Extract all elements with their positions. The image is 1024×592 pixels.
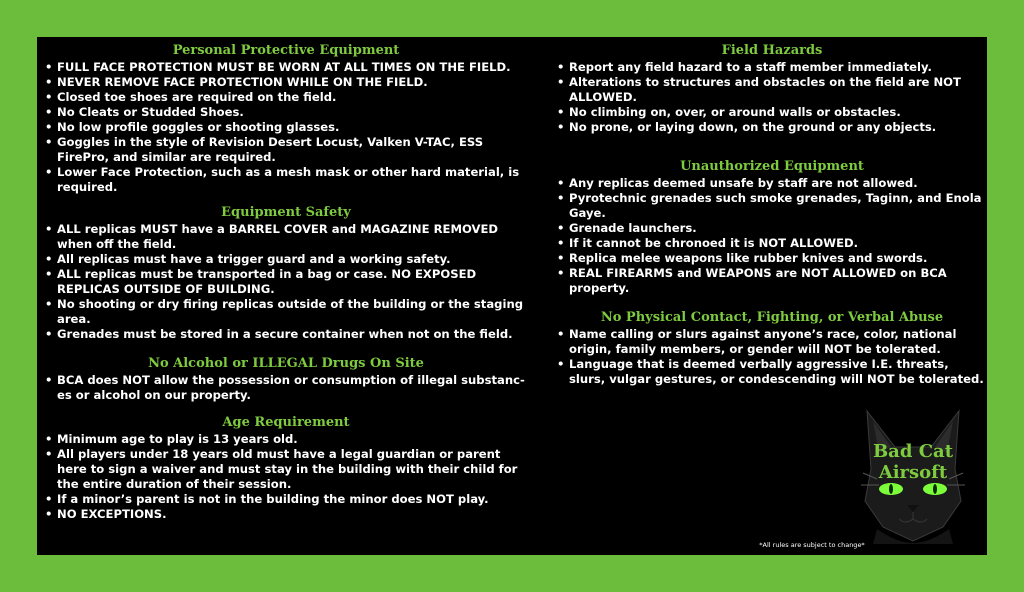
rule-item: • Replica melee weapons like rubber knives and swords. xyxy=(557,251,987,266)
rule-list xyxy=(45,373,527,403)
cat-pupil-right xyxy=(933,484,937,494)
section-title: Unauthorized Equipment xyxy=(680,159,864,174)
rule-item: • Any replicas deemed unsafe by staff are not allowed. xyxy=(557,176,987,191)
rule-item: • BCA does NOT allow the possession or consumption of illegal substanc-es or alcohol on our property. xyxy=(45,373,527,403)
rule-item: • ALL replicas MUST have a BARREL COVER and MAGAZINE REMOVED when off the field. xyxy=(45,222,527,252)
rules-board xyxy=(37,37,987,555)
section-no-physical-contact xyxy=(557,310,987,387)
section-title: Field Hazards xyxy=(721,43,823,58)
section-no-alcohol-drugs xyxy=(45,356,527,403)
section-equipment-safety xyxy=(45,205,527,342)
rule-item: • Lower Face Protection, such as a mesh mask or other hard material, is required. xyxy=(45,165,527,195)
rule-item: • Minimum age to play is 13 years old. xyxy=(45,432,527,447)
rule-item: • Pyrotechnic grenades such smoke grenades, Taginn, and Enola Gaye. xyxy=(557,191,987,221)
rule-item: • NEVER REMOVE FACE PROTECTION WHILE ON THE FIELD. xyxy=(45,75,527,90)
rule-item: • Report any field hazard to a staff member immediately. xyxy=(557,60,987,75)
rule-item: • If it cannot be chronoed it is NOT ALLOWED. xyxy=(557,236,987,251)
rule-item: • Closed toe shoes are required on the field. xyxy=(45,90,527,105)
rule-item: • NO EXCEPTIONS. xyxy=(45,507,527,522)
section-title: Personal Protective Equipment xyxy=(172,43,400,58)
rule-item: • REAL FIREARMS and WEAPONS are NOT ALLOWED on BCA property. xyxy=(557,266,987,296)
rule-item: • No climbing on, over, or around walls or obstacles. xyxy=(557,105,987,120)
brand-name: Bad Cat Airsoft xyxy=(872,441,954,483)
right-column xyxy=(557,43,987,397)
rule-item: • Grenades must be stored in a secure container when not on the field. xyxy=(45,327,527,342)
rule-item: • All players under 18 years old must have a legal guardian or parent here to sign a waiver and must stay in the building with their child for the entire duration of their session. xyxy=(45,447,527,492)
rule-list xyxy=(45,432,527,522)
rule-item: • Goggles in the style of Revision Desert Locust, Valken V-TAC, ESS FirePro, and similar are required. xyxy=(45,135,527,165)
rule-item: • ALL replicas must be transported in a bag or case. NO EXPOSED REPLICAS OUTSIDE OF BUILDING. xyxy=(45,267,527,297)
cat-pupil-left xyxy=(889,484,893,494)
section-title: Equipment Safety xyxy=(221,205,351,220)
disclaimer: *All rules are subject to change* xyxy=(759,541,865,549)
rule-item: • No low profile goggles or shooting glasses. xyxy=(45,120,527,135)
section-age-requirement xyxy=(45,415,527,522)
section-title: No Alcohol or ILLEGAL Drugs On Site xyxy=(148,356,424,371)
rule-item: • No prone, or laying down, on the ground or any objects. xyxy=(557,120,987,135)
section-unauthorized-equipment xyxy=(557,159,987,296)
rule-item: • If a minor’s parent is not in the building the minor does NOT play. xyxy=(45,492,527,507)
rule-item: • Name calling or slurs against anyone’s race, color, national origin, family members, or gender will NOT be tolerated. xyxy=(557,327,987,357)
section-field-hazards xyxy=(557,43,987,135)
rule-item: • Alterations to structures and obstacles on the field are NOT ALLOWED. xyxy=(557,75,987,105)
section-title: No Physical Contact, Fighting, or Verbal Abuse xyxy=(600,310,944,325)
rule-list xyxy=(557,176,987,296)
rule-item: • Language that is deemed verbally aggressive I.E. threats, slurs, vulgar gestures, or condescending will NOT be tolerated. xyxy=(557,357,987,387)
rule-item: • Grenade launchers. xyxy=(557,221,987,236)
rule-list xyxy=(557,327,987,387)
rule-item: • No Cleats or Studded Shoes. xyxy=(45,105,527,120)
rule-list xyxy=(45,222,527,342)
rule-item: • FULL FACE PROTECTION MUST BE WORN AT ALL TIMES ON THE FIELD. xyxy=(45,60,527,75)
rule-item: • No shooting or dry firing replicas outside of the building or the staging area. xyxy=(45,297,527,327)
section-personal-protective-equipment xyxy=(45,43,527,195)
rule-item: • All replicas must have a trigger guard and a working safety. xyxy=(45,252,527,267)
rule-list xyxy=(45,60,527,195)
rule-list xyxy=(557,60,987,135)
section-title: Age Requirement xyxy=(222,415,350,430)
left-column xyxy=(45,43,527,532)
